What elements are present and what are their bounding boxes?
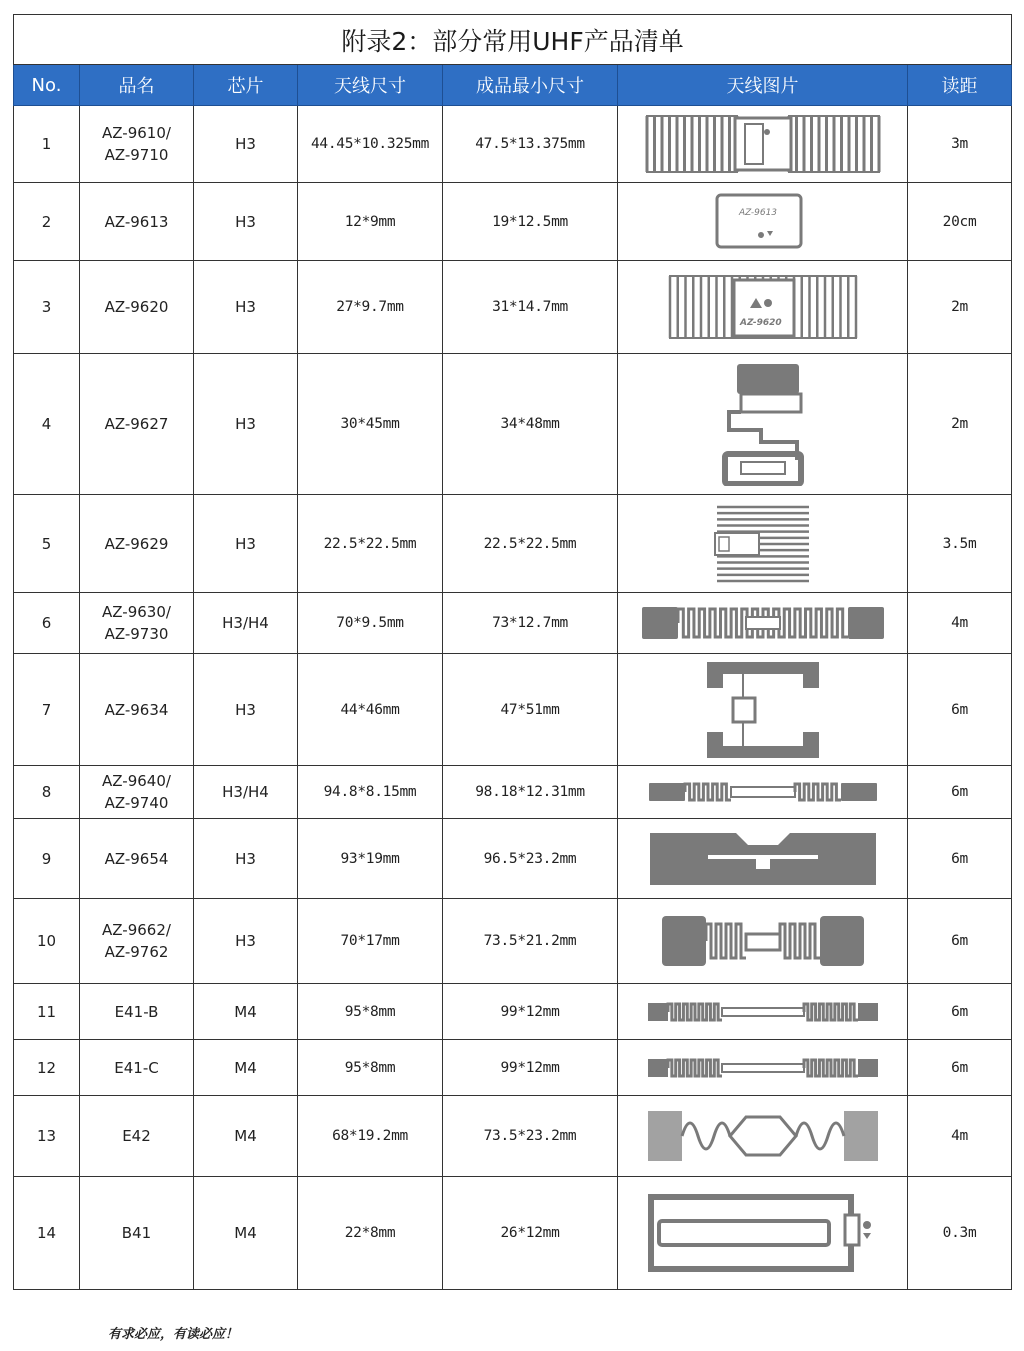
footer-slogan: 有求必应，有读必应！ xyxy=(108,1327,239,1342)
antenna-9662-icon xyxy=(618,910,907,972)
table-row xyxy=(14,819,1012,899)
row-product-name xyxy=(80,495,194,593)
row-chip: H3 xyxy=(194,106,298,183)
row-read-range: 0.3m xyxy=(908,1177,1012,1290)
row-read-range: 4m xyxy=(908,593,1012,654)
row-read-range: 2m xyxy=(908,261,1012,354)
row-read-range: 20cm xyxy=(908,183,1012,261)
row-product-name xyxy=(80,261,194,354)
row-min-size: 34*48mm xyxy=(443,354,618,495)
header-antenna-image: 天线图片 xyxy=(618,65,908,106)
row-antenna-size: 68*19.2mm xyxy=(298,1096,443,1177)
row-antenna-size: 22.5*22.5mm xyxy=(298,495,443,593)
antenna-9629-icon xyxy=(618,501,907,587)
product-name-line: AZ-9662/ xyxy=(102,921,171,939)
table-row xyxy=(14,106,1012,183)
table-row xyxy=(14,1096,1012,1177)
row-antenna-size: 22*8mm xyxy=(298,1177,443,1290)
product-name-line: AZ-9762 xyxy=(104,943,169,961)
row-antenna-size: 44*46mm xyxy=(298,654,443,766)
antenna-9630-icon xyxy=(618,603,907,643)
row-antenna-image xyxy=(618,183,908,261)
row-product-name xyxy=(80,984,194,1040)
antenna-9620-icon xyxy=(618,270,907,344)
antenna-9654-icon xyxy=(618,831,907,887)
header-chip: 芯片 xyxy=(194,65,298,106)
product-name-line: AZ-9629 xyxy=(104,534,169,553)
header-antenna-size: 天线尺寸 xyxy=(298,65,443,106)
product-name-line: B41 xyxy=(121,1224,152,1242)
row-chip: M4 xyxy=(194,1177,298,1290)
row-antenna-size: 30*45mm xyxy=(298,354,443,495)
product-name-line: E41-C xyxy=(114,1058,159,1077)
product-name-line: E42 xyxy=(122,1127,151,1145)
table-row xyxy=(14,899,1012,984)
row-product-name xyxy=(80,354,194,495)
product-name-line: AZ-9654 xyxy=(104,849,169,868)
row-no: 6 xyxy=(14,593,80,654)
header-read-range: 读距 xyxy=(908,65,1012,106)
table-row xyxy=(14,1040,1012,1096)
row-min-size: 22.5*22.5mm xyxy=(443,495,618,593)
row-no: 8 xyxy=(14,766,80,819)
row-no: 3 xyxy=(14,261,80,354)
row-read-range: 3m xyxy=(908,106,1012,183)
table-row xyxy=(14,495,1012,593)
row-product-name xyxy=(80,899,194,984)
row-product-name xyxy=(80,766,194,819)
row-antenna-size: 95*8mm xyxy=(298,984,443,1040)
row-chip: M4 xyxy=(194,1096,298,1177)
row-min-size: 96.5*23.2mm xyxy=(443,819,618,899)
row-min-size: 47*51mm xyxy=(443,654,618,766)
row-chip: H3 xyxy=(194,354,298,495)
row-read-range: 6m xyxy=(908,819,1012,899)
row-antenna-size: 93*19mm xyxy=(298,819,443,899)
product-name-line: E41-B xyxy=(114,1002,159,1021)
row-chip: M4 xyxy=(194,984,298,1040)
row-read-range: 6m xyxy=(908,899,1012,984)
row-product-name xyxy=(80,106,194,183)
row-no: 5 xyxy=(14,495,80,593)
row-read-range: 3.5m xyxy=(908,495,1012,593)
row-antenna-image xyxy=(618,593,908,654)
row-read-range: 4m xyxy=(908,1096,1012,1177)
product-name-line: AZ-9620 xyxy=(104,298,169,316)
row-antenna-image xyxy=(618,354,908,495)
row-antenna-size: 95*8mm xyxy=(298,1040,443,1096)
page-title: 附录2：部分常用UHF产品清单 xyxy=(14,15,1012,65)
row-antenna-image xyxy=(618,899,908,984)
row-min-size: 73*12.7mm xyxy=(443,593,618,654)
table-row xyxy=(14,984,1012,1040)
row-min-size: 26*12mm xyxy=(443,1177,618,1290)
product-name-line: AZ-9640/ xyxy=(102,772,171,790)
row-min-size: 99*12mm xyxy=(443,1040,618,1096)
row-antenna-size: 70*17mm xyxy=(298,899,443,984)
row-antenna-image xyxy=(618,1096,908,1177)
product-name-line: AZ-9710 xyxy=(104,146,169,164)
row-read-range: 2m xyxy=(908,354,1012,495)
row-antenna-image xyxy=(618,984,908,1040)
row-antenna-image xyxy=(618,819,908,899)
row-antenna-image xyxy=(618,261,908,354)
product-name-line: AZ-9740 xyxy=(104,794,169,812)
row-chip: H3 xyxy=(194,261,298,354)
row-antenna-size: 70*9.5mm xyxy=(298,593,443,654)
product-name-line: AZ-9630/ xyxy=(102,603,171,621)
row-no: 12 xyxy=(14,1040,80,1096)
row-antenna-size: 44.45*10.325mm xyxy=(298,106,443,183)
row-antenna-image xyxy=(618,495,908,593)
product-name-line: AZ-9613 xyxy=(104,212,169,231)
row-read-range: 6m xyxy=(908,766,1012,819)
product-list-sheet xyxy=(13,14,1011,1290)
uhf-product-table xyxy=(13,14,1012,1290)
header-min-size: 成品最小尺寸 xyxy=(443,65,618,106)
row-min-size: 98.18*12.31mm xyxy=(443,766,618,819)
row-product-name xyxy=(80,1040,194,1096)
row-antenna-image xyxy=(618,654,908,766)
table-row xyxy=(14,654,1012,766)
antenna-e42-icon xyxy=(618,1107,907,1165)
row-antenna-size: 12*9mm xyxy=(298,183,443,261)
table-row xyxy=(14,766,1012,819)
header-no: No. xyxy=(14,65,80,106)
row-min-size: 31*14.7mm xyxy=(443,261,618,354)
row-min-size: 73.5*23.2mm xyxy=(443,1096,618,1177)
antenna-9627-icon xyxy=(618,362,907,486)
row-antenna-size: 94.8*8.15mm xyxy=(298,766,443,819)
header-name: 品名 xyxy=(80,65,194,106)
row-no: 7 xyxy=(14,654,80,766)
antenna-9613-icon xyxy=(618,191,907,253)
row-antenna-size: 27*9.7mm xyxy=(298,261,443,354)
row-chip: M4 xyxy=(194,1040,298,1096)
table-row xyxy=(14,354,1012,495)
antenna-e41b-icon xyxy=(618,1000,907,1024)
row-antenna-image xyxy=(618,1040,908,1096)
row-chip: H3 xyxy=(194,899,298,984)
product-name-line: AZ-9610/ xyxy=(102,124,171,142)
product-name-line: AZ-9730 xyxy=(104,625,169,643)
antenna-9610-icon xyxy=(618,112,907,176)
antenna-9634-icon xyxy=(618,660,907,760)
row-min-size: 99*12mm xyxy=(443,984,618,1040)
row-chip: H3/H4 xyxy=(194,593,298,654)
table-header xyxy=(14,65,1012,106)
row-read-range: 6m xyxy=(908,1040,1012,1096)
row-product-name xyxy=(80,654,194,766)
product-name-line: AZ-9634 xyxy=(104,700,169,719)
row-chip: H3 xyxy=(194,819,298,899)
row-chip: H3/H4 xyxy=(194,766,298,819)
row-product-name xyxy=(80,593,194,654)
row-no: 2 xyxy=(14,183,80,261)
row-product-name xyxy=(80,1096,194,1177)
antenna-b41-icon xyxy=(618,1191,907,1275)
row-no: 13 xyxy=(14,1096,80,1177)
row-antenna-image xyxy=(618,106,908,183)
row-no: 14 xyxy=(14,1177,80,1290)
row-no: 11 xyxy=(14,984,80,1040)
row-no: 9 xyxy=(14,819,80,899)
row-product-name xyxy=(80,183,194,261)
row-read-range: 6m xyxy=(908,654,1012,766)
row-antenna-image xyxy=(618,1177,908,1290)
table-row xyxy=(14,183,1012,261)
row-read-range: 6m xyxy=(908,984,1012,1040)
antenna-9640-icon xyxy=(618,779,907,805)
table-row xyxy=(14,1177,1012,1290)
row-min-size: 47.5*13.375mm xyxy=(443,106,618,183)
row-chip: H3 xyxy=(194,654,298,766)
row-product-name xyxy=(80,1177,194,1290)
row-antenna-image xyxy=(618,766,908,819)
table-row xyxy=(14,593,1012,654)
row-no: 10 xyxy=(14,899,80,984)
row-no: 1 xyxy=(14,106,80,183)
svg-text:AZ-9620: AZ-9620 xyxy=(739,318,782,328)
row-min-size: 73.5*21.2mm xyxy=(443,899,618,984)
table-row xyxy=(14,261,1012,354)
row-chip: H3 xyxy=(194,495,298,593)
row-product-name xyxy=(80,819,194,899)
row-no: 4 xyxy=(14,354,80,495)
product-name-line: AZ-9627 xyxy=(104,415,169,433)
svg-text:AZ-9613: AZ-9613 xyxy=(738,207,777,218)
antenna-e41c-icon xyxy=(618,1056,907,1080)
row-min-size: 19*12.5mm xyxy=(443,183,618,261)
row-chip: H3 xyxy=(194,183,298,261)
